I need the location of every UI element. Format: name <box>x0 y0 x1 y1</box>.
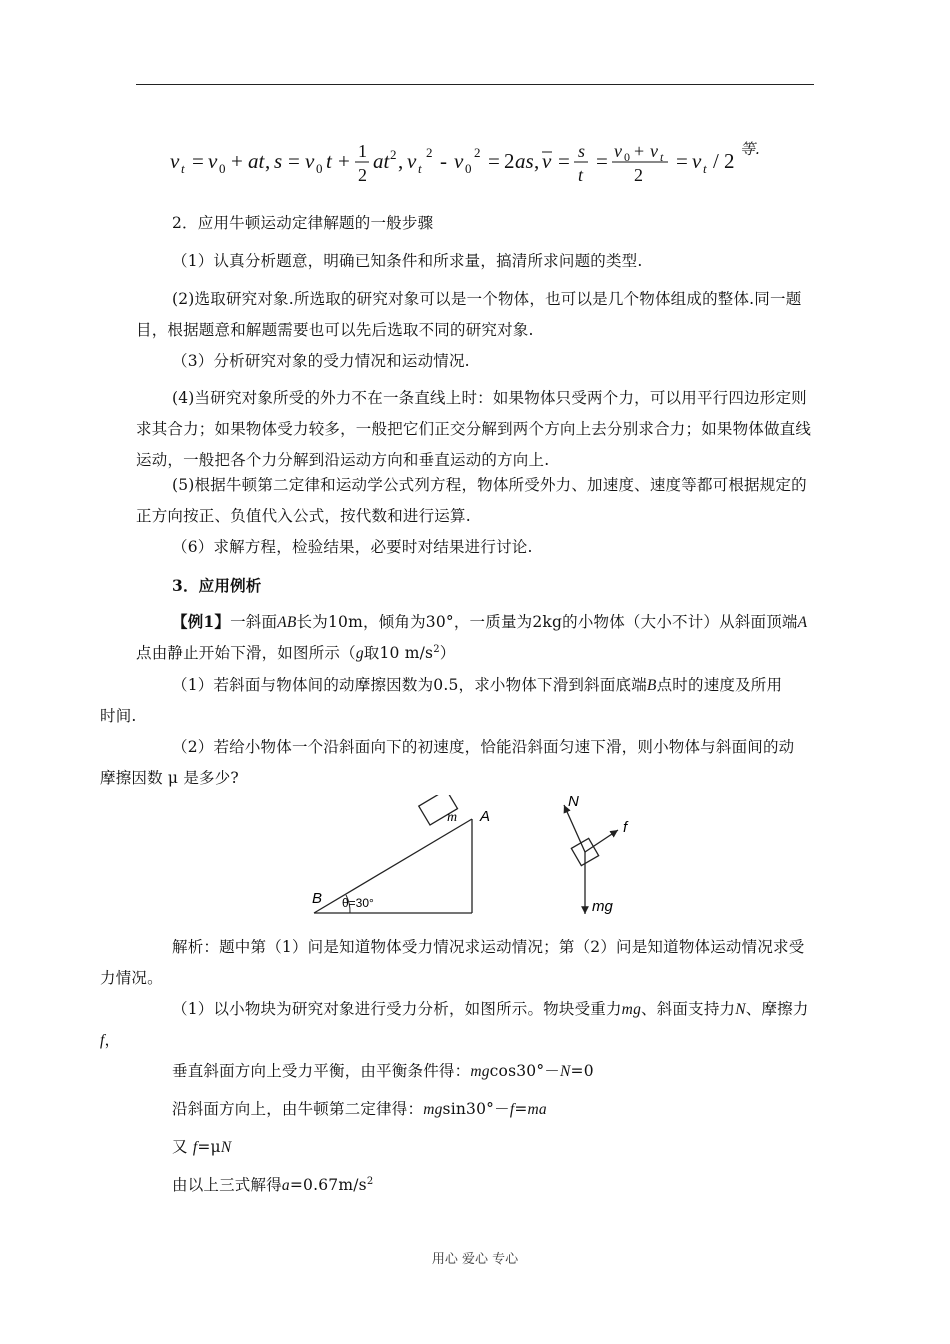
svg-text:+: + <box>634 141 645 161</box>
text: 长为10m，倾角为30°，一质量为2kg的小物体（大小不计）从斜面顶端 <box>296 613 798 631</box>
text: 沿斜面方向上，由牛顿第二定律得： <box>172 1100 424 1118</box>
text: mg <box>621 1001 642 1018</box>
example-tag: 【例1】 <box>172 612 231 631</box>
step-3: （3）分析研究对象的受力情况和运动情况. <box>172 352 470 370</box>
svg-text:,: , <box>398 149 404 173</box>
svg-text:+: + <box>231 149 243 173</box>
text: =0.67m/s <box>289 1176 367 1194</box>
svg-text:s: s <box>274 149 283 173</box>
svg-text:2: 2 <box>724 149 735 173</box>
text: f <box>192 1139 198 1156</box>
svg-text:s: s <box>578 141 586 161</box>
superscript: 2 <box>433 643 440 655</box>
svg-text:v: v <box>407 149 417 173</box>
svg-text:2: 2 <box>504 149 515 173</box>
text: N <box>735 1001 746 1018</box>
text: 摩擦因数 μ 是多少? <box>100 769 239 787</box>
text: （1）以小物块为研究对象进行受力分析，如图所示。物块受重力 <box>172 1000 622 1018</box>
force-diagram <box>548 792 648 922</box>
svg-text:v: v <box>542 149 552 173</box>
text: （2）若给小物体一个沿斜面向下的初速度，恰能沿斜面匀速下滑，则小物体与斜面间的动 <box>172 738 795 756</box>
svg-text:t: t <box>181 161 185 176</box>
text: sin30°－ <box>442 1100 510 1118</box>
svg-text:0: 0 <box>624 150 630 164</box>
svg-text:v: v <box>614 141 622 161</box>
svg-text:v: v <box>170 149 180 173</box>
svg-text:,: , <box>534 149 540 173</box>
svg-text:2: 2 <box>390 147 397 162</box>
step-2: (2)选取研究对象.所选取的研究对象可以是一个物体，也可以是几个物体组成的整体.同一题目，根据题意和解题需要也可以先后选取不同的研究对象. <box>136 290 802 339</box>
svg-text:v: v <box>650 141 658 161</box>
equation-3 <box>136 1132 816 1163</box>
svg-text:t: t <box>703 161 707 176</box>
svg-text:at: at <box>248 149 265 173</box>
svg-text:t: t <box>578 165 584 185</box>
text: 点时的速度及所用 <box>656 676 783 694</box>
point-a-label: A <box>480 808 491 825</box>
text: 力情况。 <box>100 969 163 987</box>
text: 、斜面支持力 <box>641 1000 736 1018</box>
example1-question-2 <box>100 732 816 794</box>
svg-text:t: t <box>326 149 332 173</box>
normal-force-label: N <box>568 793 579 810</box>
svg-text:2: 2 <box>426 145 433 160</box>
text: 垂直斜面方向上受力平衡，由平衡条件得： <box>172 1062 471 1080</box>
svg-text:=: = <box>488 149 500 173</box>
text: ） <box>439 644 456 662</box>
svg-text:1: 1 <box>358 141 367 161</box>
svg-text:=: = <box>596 149 608 173</box>
text: （1）若斜面与物体间的动摩擦因数为0.5，求小物体下滑到斜面底端 <box>172 676 647 694</box>
section3-title: 3．应用例析 <box>172 576 262 595</box>
svg-text:2: 2 <box>474 145 481 160</box>
svg-text:v: v <box>305 149 315 173</box>
step-6: （6）求解方程，检验结果，必要时对结果进行讨论. <box>172 538 533 556</box>
text: cos30°－ <box>489 1062 560 1080</box>
svg-text:v: v <box>692 149 702 173</box>
text: 、摩擦力 <box>745 1000 809 1018</box>
text: N <box>220 1139 232 1156</box>
text: AB <box>277 614 297 631</box>
gravity-label: mg <box>592 898 613 915</box>
svg-text:t: t <box>660 150 664 164</box>
superscript: 2 <box>366 1175 374 1187</box>
text: 取10 m/s <box>363 644 434 662</box>
text: =0 <box>570 1062 594 1080</box>
svg-text:0: 0 <box>219 161 226 176</box>
svg-text:0: 0 <box>465 161 472 176</box>
point-b-label: B <box>312 890 323 907</box>
text: A <box>797 614 808 631</box>
friction-label: f <box>623 819 628 836</box>
page-footer: 用心 爱心 专心 <box>431 1252 519 1267</box>
svg-text:2: 2 <box>634 165 643 185</box>
step-1: （1）认真分析题意，明确已知条件和所求量，搞清所求问题的类型. <box>172 252 643 270</box>
text: 解析：题中第（1）问是知道物体受力情况求运动情况；第（2）问是知道物体运动情况求受 <box>172 938 805 956</box>
text: B <box>646 677 657 694</box>
svg-text:=: = <box>676 149 688 173</box>
svg-text:2: 2 <box>358 165 367 185</box>
text: = <box>514 1100 528 1118</box>
analysis-step-1 <box>100 994 816 1056</box>
equation-4 <box>136 1170 816 1201</box>
svg-text:-: - <box>440 149 447 173</box>
kinematics-formula <box>168 130 818 190</box>
formula-graphic <box>168 130 818 190</box>
example1-statement <box>136 606 816 669</box>
text: ， <box>104 1031 121 1049</box>
section2-title: 2．应用牛顿运动定律解题的一般步骤 <box>172 214 434 232</box>
text: 时间. <box>100 707 137 725</box>
svg-text:v: v <box>208 149 218 173</box>
svg-text:=: = <box>558 149 570 173</box>
svg-text:t: t <box>418 161 422 176</box>
text: 由以上三式解得 <box>172 1176 282 1194</box>
equation-2 <box>136 1094 816 1125</box>
text: g <box>355 645 364 662</box>
incline-diagram <box>300 795 510 920</box>
text: N <box>560 1063 571 1080</box>
text: a <box>281 1177 290 1194</box>
text: =μ <box>197 1138 221 1156</box>
svg-text:+: + <box>338 149 350 173</box>
header-rule <box>136 84 814 85</box>
svg-text:0: 0 <box>316 161 323 176</box>
text: f <box>509 1101 515 1118</box>
text: mg <box>423 1101 443 1118</box>
angle-label: θ=30° <box>342 896 374 910</box>
svg-text:=: = <box>288 149 300 173</box>
analysis-intro <box>100 932 816 994</box>
text: mg <box>470 1063 490 1080</box>
example1-question-1 <box>100 670 816 732</box>
svg-text:/: / <box>713 149 719 173</box>
step-4: (4)当研究对象所受的外力不在一条直线上时：如果物体只受两个力，可以用平行四边形定则求其合力；如果物体受力较多，一般把它们正交分解到两个方向上去分别求合力；如果物体做直线运动，一般把各个力分解到沿运动方向和垂直运动的方向上. <box>136 389 812 469</box>
formula-suffix: 等. <box>740 140 760 158</box>
svg-text:=: = <box>192 149 204 173</box>
text: f <box>100 1032 105 1049</box>
text: ma <box>527 1101 547 1118</box>
equation-1 <box>136 1056 816 1087</box>
text: 点由静止开始下滑，如图所示（ <box>136 644 356 662</box>
svg-text:at: at <box>373 149 390 173</box>
svg-text:,: , <box>265 149 271 173</box>
svg-text:as: as <box>515 149 534 173</box>
block-label: m <box>447 810 458 825</box>
text: 一斜面 <box>230 613 278 631</box>
text: 又 <box>172 1138 188 1156</box>
step-5: (5)根据牛顿第二定律和运动学公式列方程，物体所受外力、加速度、速度等都可根据规定的正方向按正、负值代入公式，按代数和进行运算. <box>136 476 807 525</box>
svg-text:v: v <box>454 149 464 173</box>
